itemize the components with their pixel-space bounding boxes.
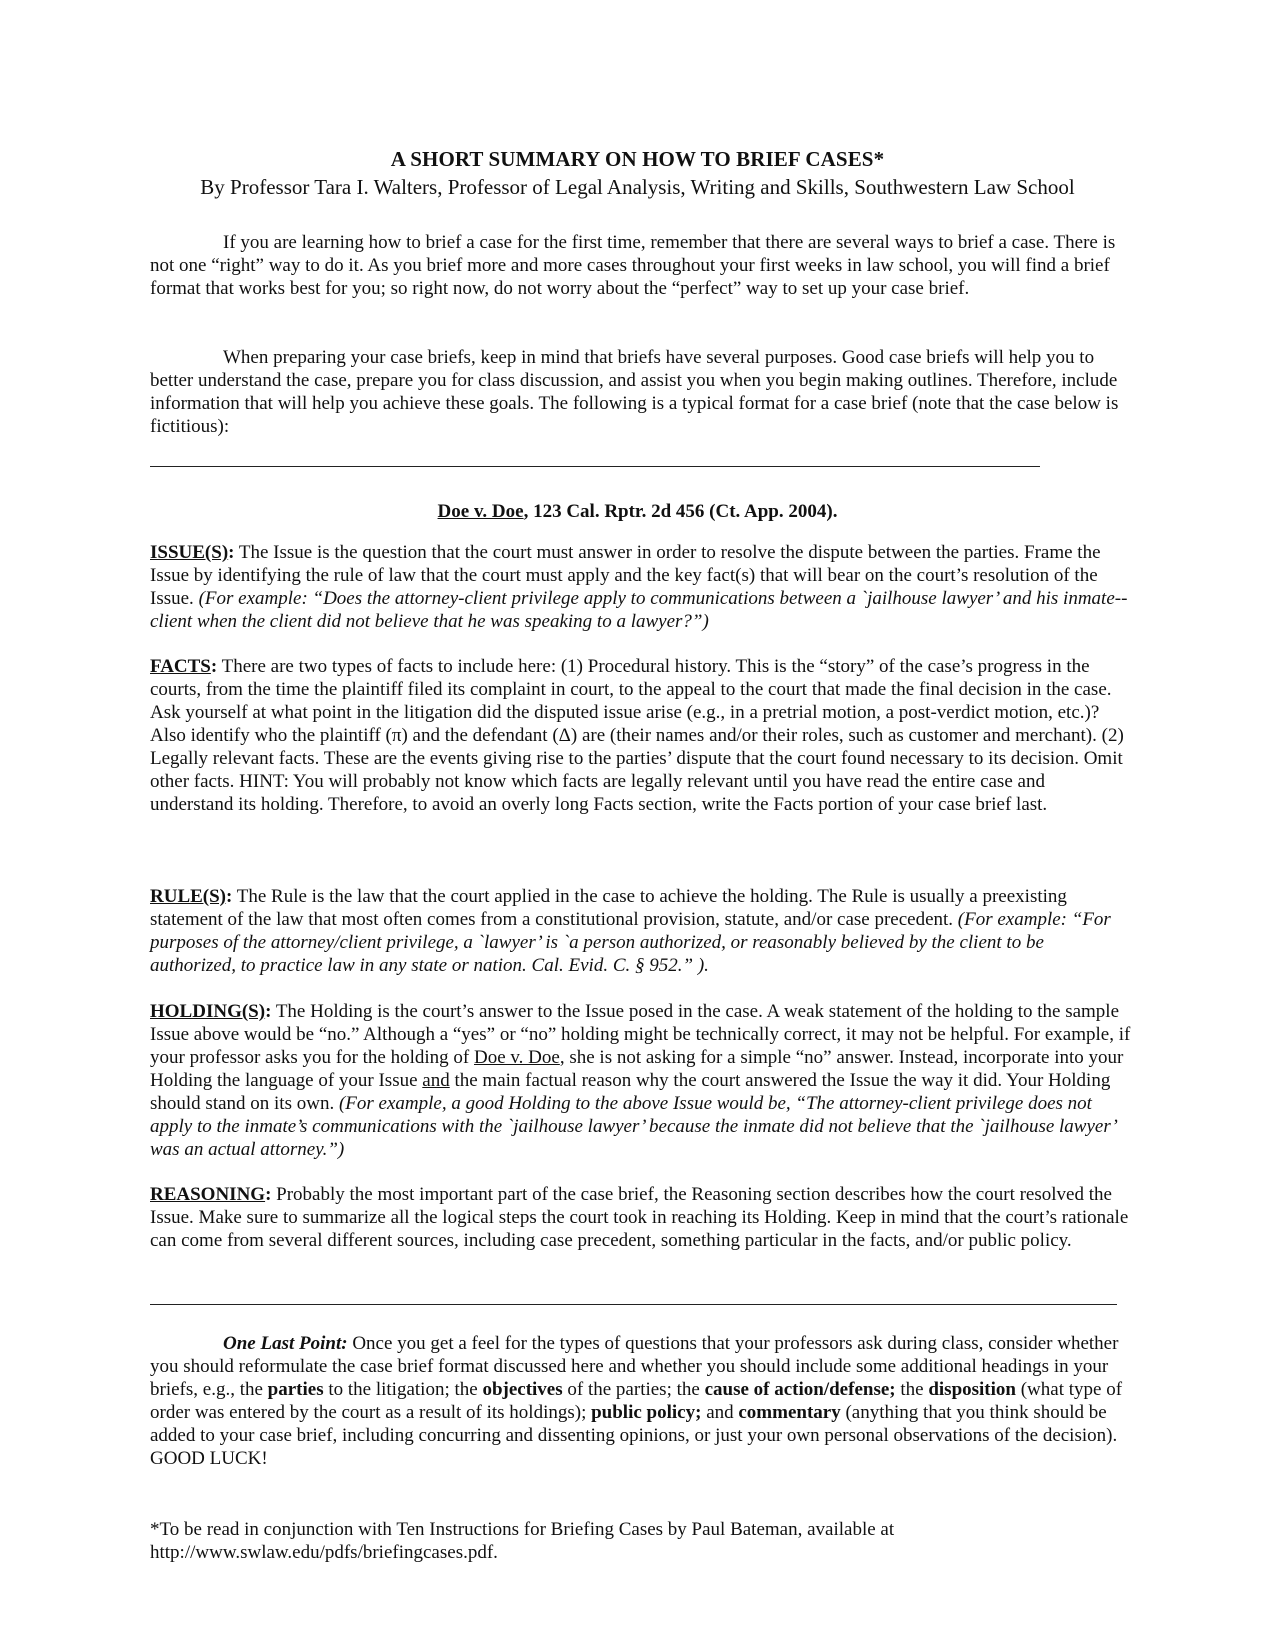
last-point-text-3: of the parties; the [562, 1379, 705, 1400]
rules-heading-colon: : [226, 886, 233, 907]
case-citation [0, 500, 1275, 524]
holding-section [150, 1000, 1132, 1161]
keyword-public-policy: public policy; [591, 1402, 702, 1423]
section-divider-top [150, 466, 1040, 467]
rules-section [150, 885, 1132, 977]
last-point-text-7: (anything that you think should be added to your case brief, including concurring and dissenting opinions, or just your own personal observations of the decision). GOOD LUCK! [150, 1402, 1118, 1469]
author-byline: By Professor Tara I. Walters, Professor of Legal Analysis, Writing and Skills, Southwestern Law School [200, 175, 1075, 199]
holding-text-3: the main factual reason why the court answered the Issue the way it did. Your Holding should stand on its own. [150, 1070, 1111, 1114]
keyword-objectives: objectives [482, 1379, 563, 1400]
issue-text: The Issue is the question that the court must answer in order to resolve the dispute between the parties. Frame the Issue by identifying the rule of law that the court must apply and the key fact(s) that will bear on the court’s resolution of the Issue. [150, 542, 1101, 609]
reasoning-heading: REASONING [150, 1184, 266, 1205]
facts-section [150, 655, 1132, 816]
intro-paragraph-1: If you are learning how to brief a case for the first time, remember that there are several ways to brief a case. There is not one “right” way to do it. As you brief more and more cases throughout your first weeks in law school, you will find a brief format that works best for you; so right now, do not worry about the “perfect” way to set up your case brief. [150, 232, 1116, 299]
case-citation-details: , 123 Cal. Rptr. 2d 456 (Ct. App. 2004). [523, 501, 838, 522]
intro-paragraph-2: When preparing your case briefs, keep in mind that briefs have several purposes. Good case briefs will help you to better understand the case, prepare you for class discussion, and assist you when you begin making outlines. Therefore, include information that will help you achieve these goals. The following is a typical format for a case brief (note that the case below is fictitious): [150, 347, 1119, 437]
case-name: Doe v. Doe [437, 501, 524, 522]
last-point-paragraph [150, 1332, 1132, 1470]
holding-text-2: , she is not asking for a simple “no” answer. Instead, incorporate into your Holding the language of your Issue [150, 1047, 1124, 1091]
holding-text-1: The Holding is the court’s answer to the Issue posed in the case. A weak statement of the holding to the sample Issue above would be “no.” Although a “yes” or “no” holding might be technically correct, it may not be helpful. For example, if your professor asks you for the holding of [150, 1001, 1131, 1068]
holding-heading: HOLDING(S) [150, 1001, 266, 1022]
issue-example: (For example: “Does the attorney-client privilege apply to communications between a `jailhouse lawyer’ and his inmate--client when the client did not believe that he was speaking to a lawyer?”) [150, 588, 1128, 632]
holding-example: (For example, a good Holding to the above Issue would be, “The attorney-client privilege does not apply to the inmate’s communications with the `jailhouse lawyer’ because the inmate did not believe that the `jailhouse lawyer’ was an actual attorney.”) [150, 1093, 1116, 1160]
last-point-text-6: and [701, 1402, 739, 1423]
rules-text: The Rule is the law that the court applied in the case to achieve the holding. The Rule is usually a preexisting statement of the law that most often comes from a constitutional provision, statute, and/or case precedent. [150, 886, 1067, 930]
issue-heading: ISSUE(S) [150, 542, 229, 563]
page-title: A SHORT SUMMARY ON HOW TO BRIEF CASES* [390, 147, 885, 171]
reasoning-text: Probably the most important part of the case brief, the Reasoning section describes how the court resolved the Issue. Make sure to summarize all the logical steps the court took in reaching its Holding. Keep in mind that the court’s rationale can come from several different sources, including case precedent, something particular in the facts, and/or public policy. [150, 1184, 1129, 1251]
last-point-text-2: to the litigation; the [323, 1379, 483, 1400]
reasoning-heading-colon: : [265, 1184, 272, 1205]
holding-heading-colon: : [265, 1001, 272, 1022]
keyword-commentary: commentary [738, 1402, 841, 1423]
issue-section [150, 541, 1132, 633]
holding-and-emphasis: and [422, 1070, 450, 1091]
section-divider-bottom [150, 1304, 1117, 1305]
issue-heading-colon: : [228, 542, 235, 563]
last-point-text-5: (what type of order was entered by the court as a result of its holdings); [150, 1379, 1123, 1423]
keyword-disposition: disposition [928, 1379, 1016, 1400]
facts-heading-colon: : [210, 656, 218, 677]
last-point-lead: One Last Point: [223, 1333, 348, 1354]
holding-case-reference: Doe v. Doe [474, 1047, 560, 1068]
keyword-cause-of-action: cause of action/defense; [704, 1379, 896, 1400]
last-point-text-1: Once you get a feel for the types of questions that your professors ask during class, consider whether you should reformulate the case brief format discussed here and whether you should include some additional headings in your briefs, e.g., the [150, 1333, 1119, 1400]
facts-text: There are two types of facts to include here: (1) Procedural history. This is the “story” of the case’s progress in the courts, from the time the plaintiff filed its complaint in court, to the appeal to the court that made the final decision in the case. Ask yourself at what point in the litigation did the disputed issue arise (e.g., in a pretrial motion, a post-verdict motion, etc.)? Also identify who the plaintiff (π) and the defendant (Δ) are (their names and/or their roles, such as customer and merchant). (2) Legally relevant facts. These are the events giving rise to the parties’ dispute that the court found necessary to its decision. Omit other facts. HINT: You will probably not know which facts are legally relevant until you have read the entire case and understand its holding. Therefore, to avoid an overly long Facts section, write the Facts portion of your case brief last. [150, 656, 1124, 815]
reasoning-section [150, 1183, 1132, 1252]
rules-example: (For example: “For purposes of the attorney/client privilege, a `lawyer’ is `a person authorized, or reasonably believed by the client to be authorized, to practice law in any state or nation. Cal. Evid. C. § 952.” ). [150, 909, 1111, 976]
last-point-text-4: the [895, 1379, 929, 1400]
rules-heading: RULE(S) [150, 886, 227, 907]
facts-heading: FACTS [150, 656, 211, 677]
footnote: *To be read in conjunction with Ten Instructions for Briefing Cases by Paul Bateman, available at http://www.swlaw.edu/pdfs/briefingcases.pdf. [150, 1519, 895, 1563]
keyword-parties: parties [267, 1379, 324, 1400]
